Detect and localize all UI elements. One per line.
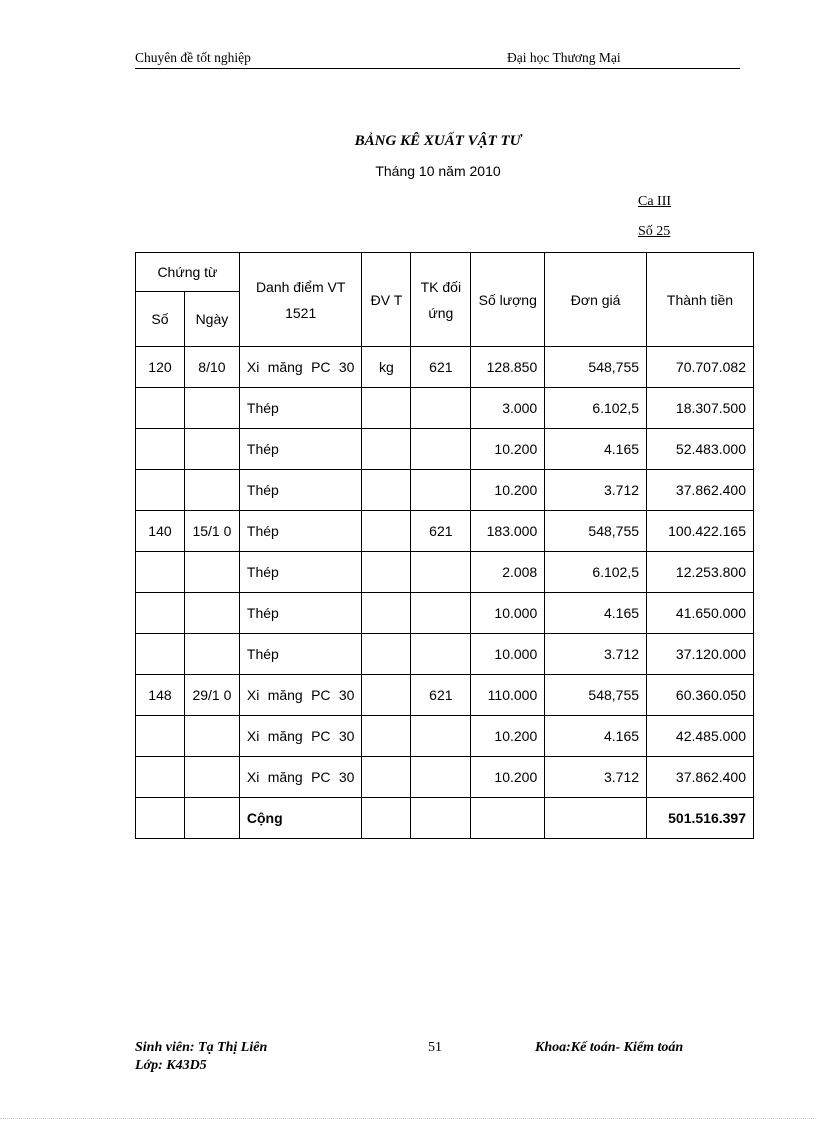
cell-unit <box>362 511 411 552</box>
table-row <box>136 429 754 470</box>
cell-qty: 183.000 <box>471 511 545 552</box>
cell-account <box>411 716 471 757</box>
cell-no: 148 <box>136 675 185 716</box>
bottom-dotted-line <box>0 1118 816 1119</box>
total-row <box>136 798 754 839</box>
header-voucher: Chứng từ <box>136 253 240 292</box>
header-left-text: Chuyên đề tốt nghiệp <box>135 50 251 65</box>
header-account: TK đối ứng <box>411 253 471 347</box>
cell-price: 6.102,5 <box>545 552 647 593</box>
cell-item: Xi măng PC 30 <box>239 716 362 757</box>
page-header <box>135 48 740 69</box>
cell-item: Thép <box>239 593 362 634</box>
cell-item: Thép <box>239 388 362 429</box>
cell-price: 4.165 <box>545 593 647 634</box>
total-empty-cell <box>184 798 239 839</box>
cell-qty: 2.008 <box>471 552 545 593</box>
cell-date <box>184 716 239 757</box>
cell-unit <box>362 429 411 470</box>
cell-account: 621 <box>411 511 471 552</box>
cell-no <box>136 757 185 798</box>
materials-table <box>135 252 754 839</box>
cell-amount: 60.360.050 <box>647 675 754 716</box>
cell-date <box>184 429 239 470</box>
footer-student: Sinh viên: Tạ Thị Liên <box>135 1040 268 1055</box>
header-price: Đơn giá <box>545 253 647 347</box>
cell-account <box>411 634 471 675</box>
document-subtitle: Tháng 10 năm 2010 <box>375 163 501 179</box>
cell-amount: 18.307.500 <box>647 388 754 429</box>
cell-account <box>411 757 471 798</box>
cell-item: Thép <box>239 552 362 593</box>
table-row <box>136 716 754 757</box>
header-right-text: Đại học Thương Mại <box>507 50 621 65</box>
cell-account <box>411 552 471 593</box>
header-item: Danh điểm VT 1521 <box>239 253 362 347</box>
cell-price: 3.712 <box>545 757 647 798</box>
total-empty-cell <box>411 798 471 839</box>
header-unit: ĐV T <box>362 253 411 347</box>
table-row <box>136 593 754 634</box>
cell-item: Thép <box>239 429 362 470</box>
cell-date: 29/1 0 <box>184 675 239 716</box>
cell-date: 15/1 0 <box>184 511 239 552</box>
cell-amount: 100.422.165 <box>647 511 754 552</box>
cell-unit <box>362 716 411 757</box>
cell-account <box>411 429 471 470</box>
table-row <box>136 347 754 388</box>
cell-account: 621 <box>411 347 471 388</box>
total-empty-cell <box>545 798 647 839</box>
total-amount: 501.516.397 <box>647 798 754 839</box>
table-row <box>136 675 754 716</box>
cell-qty: 10.200 <box>471 716 545 757</box>
cell-date <box>184 634 239 675</box>
cell-date <box>184 388 239 429</box>
cell-amount: 42.485.000 <box>647 716 754 757</box>
cell-unit <box>362 593 411 634</box>
cell-price: 548,755 <box>545 511 647 552</box>
cell-amount: 37.862.400 <box>647 470 754 511</box>
cell-account <box>411 470 471 511</box>
cell-date: 8/10 <box>184 347 239 388</box>
cell-item: Thép <box>239 470 362 511</box>
cell-unit <box>362 757 411 798</box>
table-row <box>136 511 754 552</box>
cell-amount: 12.253.800 <box>647 552 754 593</box>
table-row <box>136 634 754 675</box>
cell-price: 548,755 <box>545 347 647 388</box>
cell-price: 548,755 <box>545 675 647 716</box>
cell-qty: 10.200 <box>471 429 545 470</box>
cell-price: 3.712 <box>545 470 647 511</box>
cell-unit: kg <box>362 347 411 388</box>
cell-no <box>136 634 185 675</box>
cell-qty: 10.200 <box>471 757 545 798</box>
cell-qty: 3.000 <box>471 388 545 429</box>
cell-no <box>136 716 185 757</box>
page-number: 51 <box>428 1040 442 1055</box>
cell-amount: 52.483.000 <box>647 429 754 470</box>
cell-no <box>136 429 185 470</box>
cell-unit <box>362 470 411 511</box>
header-amount: Thành tiền <box>647 253 754 347</box>
cell-date <box>184 593 239 634</box>
cell-no <box>136 593 185 634</box>
table-header-row <box>136 253 754 292</box>
number-label: Số 25 <box>638 224 671 239</box>
cell-price: 6.102,5 <box>545 388 647 429</box>
table-row <box>136 552 754 593</box>
cell-account: 621 <box>411 675 471 716</box>
header-date: Ngày <box>184 292 239 347</box>
cell-item: Xi măng PC 30 <box>239 757 362 798</box>
total-label: Cộng <box>239 798 362 839</box>
header-qty: Số lượng <box>471 253 545 347</box>
shift-label: Ca III <box>638 194 672 209</box>
cell-item: Thép <box>239 634 362 675</box>
cell-qty: 10.000 <box>471 593 545 634</box>
total-empty-cell <box>136 798 185 839</box>
table-row <box>136 470 754 511</box>
cell-account <box>411 388 471 429</box>
cell-no: 140 <box>136 511 185 552</box>
cell-price: 3.712 <box>545 634 647 675</box>
cell-qty: 10.000 <box>471 634 545 675</box>
table-row <box>136 757 754 798</box>
cell-date <box>184 470 239 511</box>
cell-qty: 10.200 <box>471 470 545 511</box>
cell-date <box>184 757 239 798</box>
total-empty-cell <box>362 798 411 839</box>
cell-date <box>184 552 239 593</box>
footer-faculty: Khoa:Kế toán- Kiểm toán <box>535 1040 684 1055</box>
total-empty-cell <box>471 798 545 839</box>
cell-amount: 37.120.000 <box>647 634 754 675</box>
cell-amount: 37.862.400 <box>647 757 754 798</box>
cell-amount: 41.650.000 <box>647 593 754 634</box>
cell-item: Thép <box>239 511 362 552</box>
cell-unit <box>362 675 411 716</box>
cell-qty: 110.000 <box>471 675 545 716</box>
cell-no <box>136 388 185 429</box>
cell-unit <box>362 634 411 675</box>
cell-no <box>136 552 185 593</box>
cell-account <box>411 593 471 634</box>
header-no: Số <box>136 292 185 347</box>
cell-no <box>136 470 185 511</box>
cell-price: 4.165 <box>545 429 647 470</box>
cell-amount: 70.707.082 <box>647 347 754 388</box>
cell-unit <box>362 552 411 593</box>
cell-price: 4.165 <box>545 716 647 757</box>
footer-class: Lớp: K43D5 <box>135 1058 207 1073</box>
document-title: BẢNG KÊ XUẤT VẬT TƯ <box>354 133 522 149</box>
cell-item: Xi măng PC 30 <box>239 675 362 716</box>
cell-item: Xi măng PC 30 <box>239 347 362 388</box>
cell-unit <box>362 388 411 429</box>
table-row <box>136 388 754 429</box>
cell-no: 120 <box>136 347 185 388</box>
cell-qty: 128.850 <box>471 347 545 388</box>
